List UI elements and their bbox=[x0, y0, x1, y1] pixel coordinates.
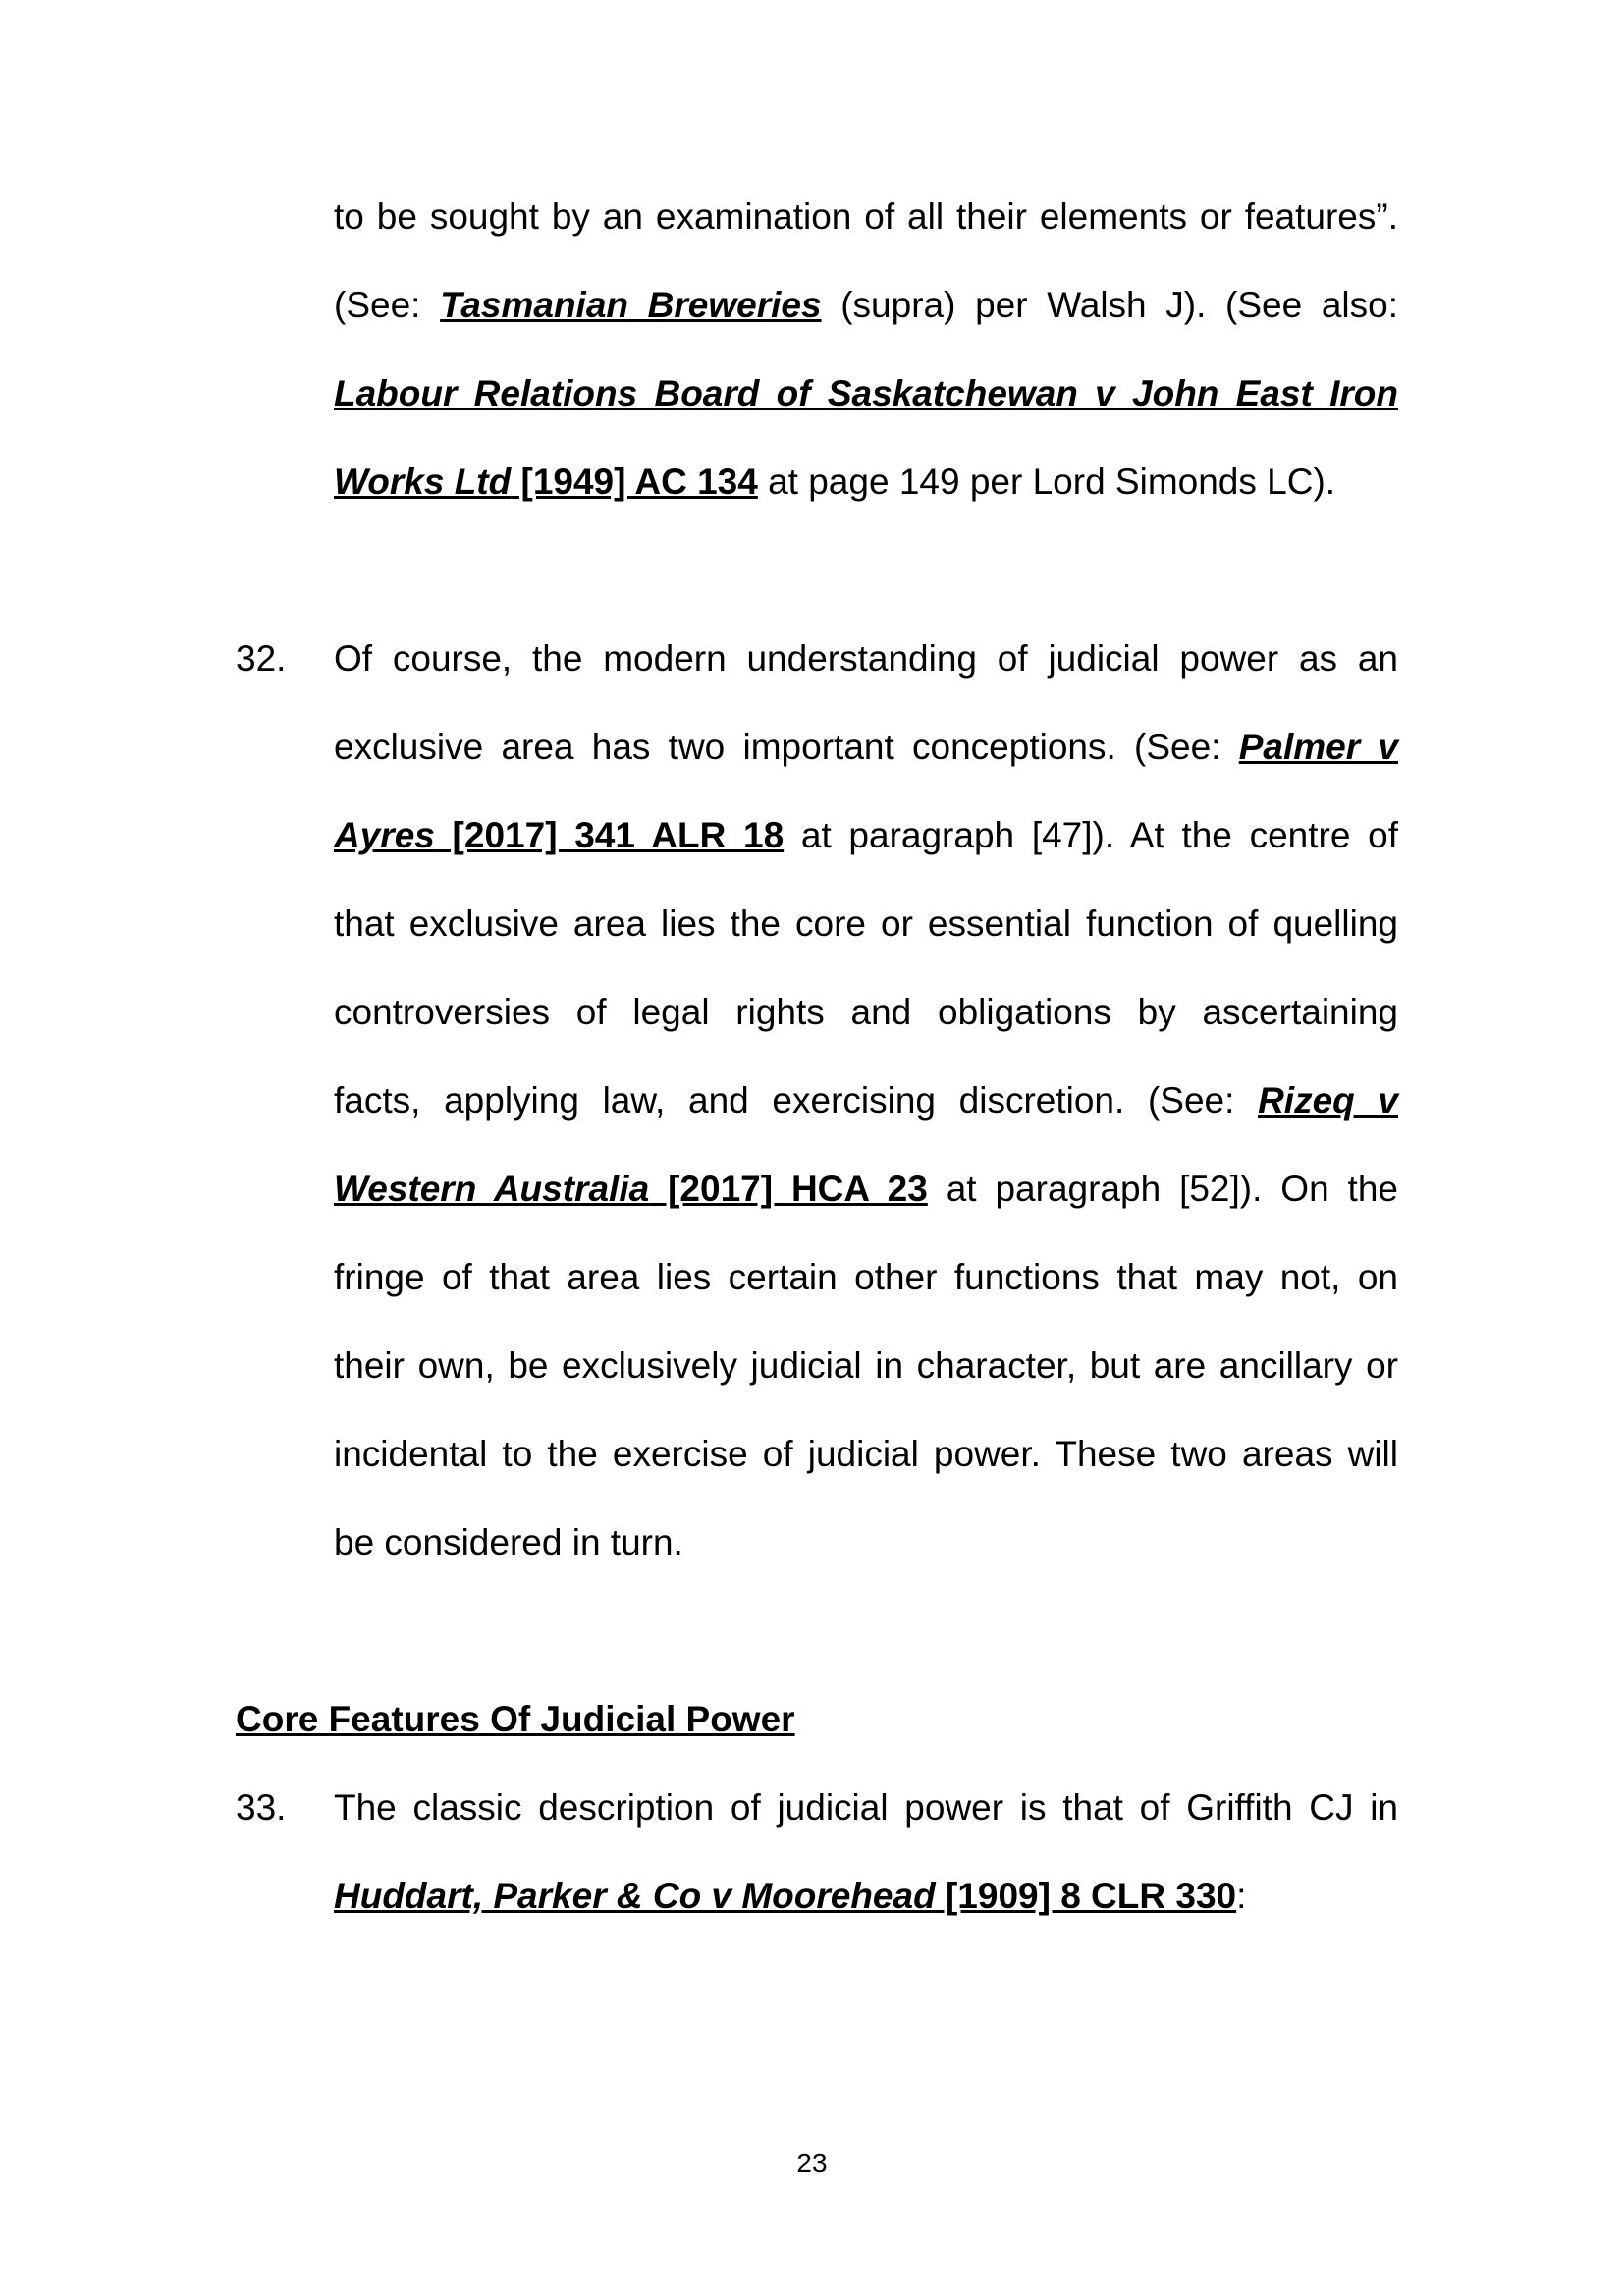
body-line bbox=[334, 1166, 1398, 1213]
body-text: Of course, the modern understanding of judicial power as an bbox=[334, 638, 1398, 679]
body-line bbox=[334, 1254, 1398, 1301]
body-text: their own, be exclusively judicial in character, but are ancillary or bbox=[334, 1345, 1398, 1386]
case-citation: [1949] AC 134 bbox=[511, 462, 758, 502]
body-line bbox=[334, 282, 1398, 329]
body-text: incidental to the exercise of judicial power. These two areas will bbox=[334, 1434, 1398, 1474]
body-text: facts, applying law, and exercising discretion. (See: bbox=[334, 1080, 1259, 1121]
body-text: controversies of legal rights and obligations by ascertaining bbox=[334, 992, 1398, 1032]
paragraph-number: 33. bbox=[236, 1787, 287, 1828]
body-line bbox=[334, 812, 1398, 859]
body-line bbox=[334, 989, 1398, 1036]
body-line bbox=[334, 1431, 1398, 1478]
case-name: Works Ltd bbox=[334, 462, 512, 502]
case-name: Ayres bbox=[334, 815, 435, 855]
case-citation: [2017] 341 ALR 18 bbox=[434, 815, 785, 855]
case-name: Tasmanian Breweries bbox=[440, 285, 822, 325]
body-line bbox=[334, 1077, 1398, 1124]
case-name: Western Australia bbox=[334, 1169, 650, 1209]
body-text: : bbox=[1236, 1876, 1247, 1916]
body-text: (See: bbox=[334, 285, 441, 325]
body-line bbox=[334, 901, 1398, 948]
body-text: be considered in turn. bbox=[334, 1522, 683, 1562]
body-text: fringe of that area lies certain other functions that may not, on bbox=[334, 1257, 1398, 1297]
case-name: Labour Relations Board of Saskatchewan v John East Iron bbox=[334, 373, 1398, 413]
body-text: (supra) per Walsh J). (See also: bbox=[821, 285, 1398, 325]
case-name: Rizeq v bbox=[1258, 1080, 1398, 1121]
body-line bbox=[334, 1519, 1398, 1566]
case-name: Huddart, Parker & Co v Moorehead bbox=[334, 1876, 936, 1916]
body-text: at paragraph [52]). On the bbox=[927, 1169, 1398, 1209]
page-number: 23 bbox=[796, 2148, 828, 2178]
case-name: Palmer v bbox=[1238, 727, 1398, 767]
body-line bbox=[334, 724, 1398, 771]
body-line bbox=[334, 370, 1398, 417]
paragraph-number: 32. bbox=[236, 638, 287, 679]
body-line bbox=[334, 193, 1398, 241]
body-text: that exclusive area lies the core or essential function of quelling bbox=[334, 903, 1398, 944]
body-text: to be sought by an examination of all their elements or features”. bbox=[334, 196, 1398, 237]
case-citation: [1909] 8 CLR 330 bbox=[935, 1876, 1237, 1916]
body-line bbox=[334, 459, 1398, 506]
body-text: exclusive area has two important conceptions. (See: bbox=[334, 727, 1239, 767]
section-heading: Core Features Of Judicial Power bbox=[236, 1699, 795, 1739]
body-line bbox=[334, 1873, 1398, 1920]
body-text: at paragraph [47]). At the centre of bbox=[784, 815, 1398, 855]
body-text: at page 149 per Lord Simonds LC). bbox=[757, 462, 1336, 502]
body-line bbox=[334, 1784, 1398, 1831]
body-line bbox=[334, 1342, 1398, 1390]
body-line bbox=[334, 635, 1398, 683]
body-text: The classic description of judicial power is that of Griffith CJ in bbox=[334, 1787, 1398, 1828]
case-citation: [2017] HCA 23 bbox=[649, 1169, 928, 1209]
